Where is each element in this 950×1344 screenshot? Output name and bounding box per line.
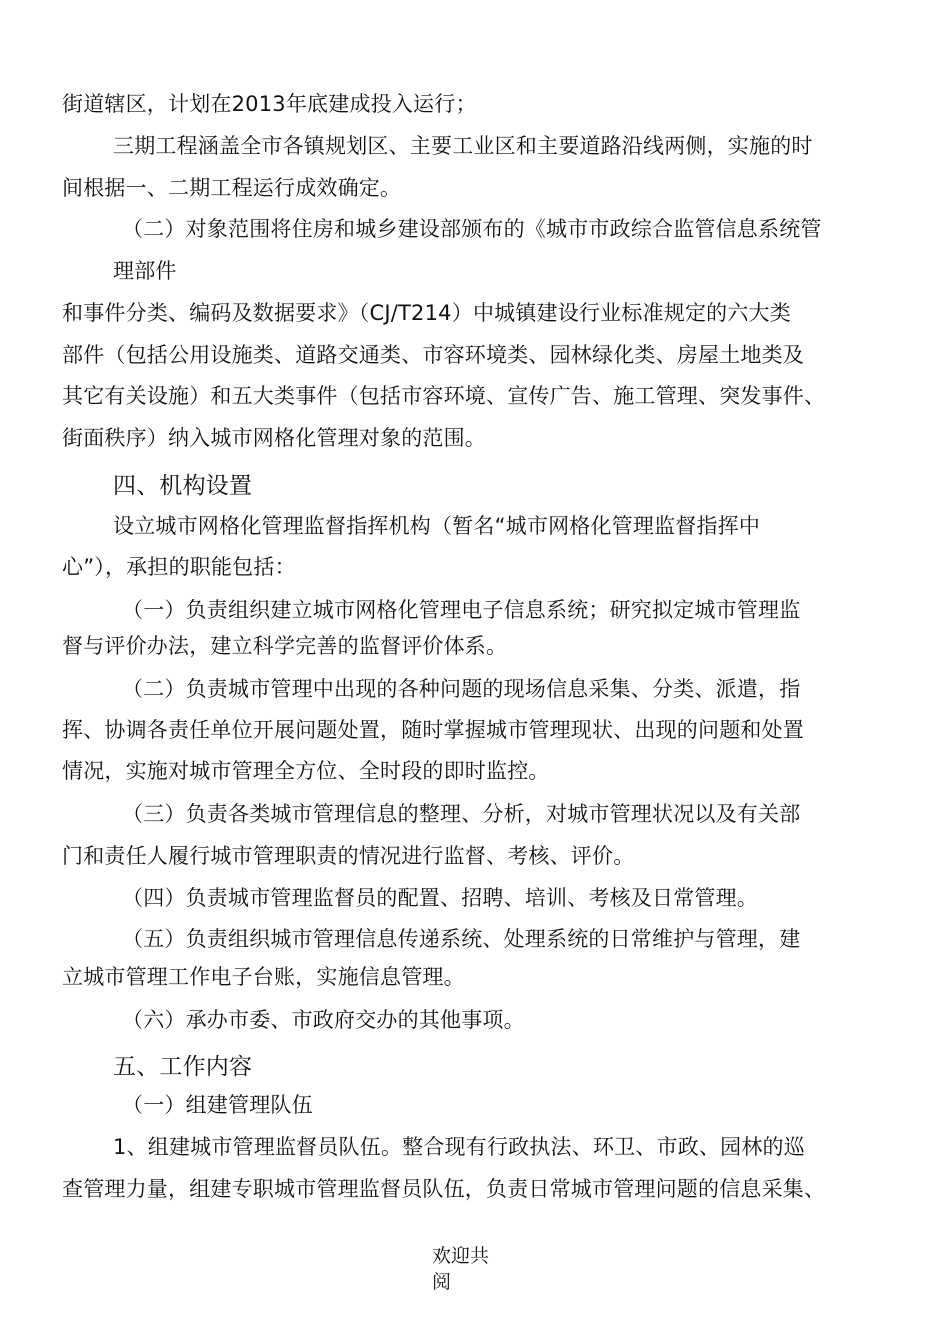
text-line: （六）承办市委、市政府交办的其他事项。	[122, 1008, 525, 1032]
footer-line: 阅	[432, 1271, 452, 1293]
text-line: 挥、协调各责任单位开展问题处置，随时掌握城市管理现状、出现的问题和处置	[62, 718, 804, 742]
text-line: 三期工程涵盖全市各镇规划区、主要工业区和主要道路沿线两侧，实施的时	[113, 134, 813, 158]
text-line: 和事件分类、编码及数据要求》（CJ/T214）中城镇建设行业标准规定的六大类	[62, 301, 791, 325]
sub-heading: （一）组建管理队伍	[122, 1093, 313, 1117]
text-line: （四）负责城市管理监督员的配置、招聘、培训、考核及日常管理。	[122, 886, 758, 910]
text-line: 情况，实施对城市管理全方位、全时段的即时监控。	[62, 759, 550, 783]
page-footer	[432, 1243, 489, 1295]
text-line: 理部件	[113, 259, 177, 283]
text-line: （二）负责城市管理中出现的各种问题的现场信息采集、分类、派遣，指	[122, 677, 801, 701]
section-heading: 四、机构设置	[113, 473, 253, 499]
text-line: 其它有关设施）和五大类事件（包括市容环境、宣传广告、施工管理、突发事件、	[62, 384, 826, 408]
text-line: （一）负责组织建立城市网格化管理电子信息系统；研究拟定城市管理监	[122, 598, 801, 622]
text-line: （三）负责各类城市管理信息的整理、分析，对城市管理状况以及有关部	[122, 802, 801, 826]
text-line: （五）负责组织城市管理信息传递系统、处理系统的日常维护与管理，建	[122, 927, 801, 951]
text-line: 门和责任人履行城市管理职责的情况进行监督、考核、评价。	[62, 844, 635, 868]
text-line: 查管理力量，组建专职城市管理监督员队伍，负责日常城市管理问题的信息采集、	[62, 1177, 826, 1201]
section-heading: 五、工作内容	[113, 1054, 253, 1080]
text-line: 1、组建城市管理监督员队伍。整合现有行政执法、环卫、市政、园林的巡	[113, 1135, 805, 1159]
text-line: （二）对象范围将住房和城乡建设部颁布的《城市市政综合监管信息系统管	[122, 217, 822, 241]
text-line: 心”），承担的职能包括：	[62, 555, 296, 579]
footer-line: 欢迎共	[432, 1245, 490, 1267]
text-line: 督与评价办法，建立科学完善的监督评价体系。	[62, 634, 508, 658]
text-line: 设立城市网格化管理监督指挥机构（暂名“城市网格化管理监督指挥中	[113, 514, 761, 538]
text-line: 街面秩序）纳入城市网格化管理对象的范围。	[62, 426, 486, 450]
text-line: 立城市管理工作电子台账，实施信息管理。	[62, 965, 465, 989]
text-line: 部件（包括公用设施类、道路交通类、市容环境类、园林绿化类、房屋土地类及	[62, 343, 804, 367]
text-line: 街道辖区，计划在2013年底建成投入运行；	[62, 92, 477, 116]
text-line: 间根据一、二期工程运行成效确定。	[62, 176, 402, 200]
